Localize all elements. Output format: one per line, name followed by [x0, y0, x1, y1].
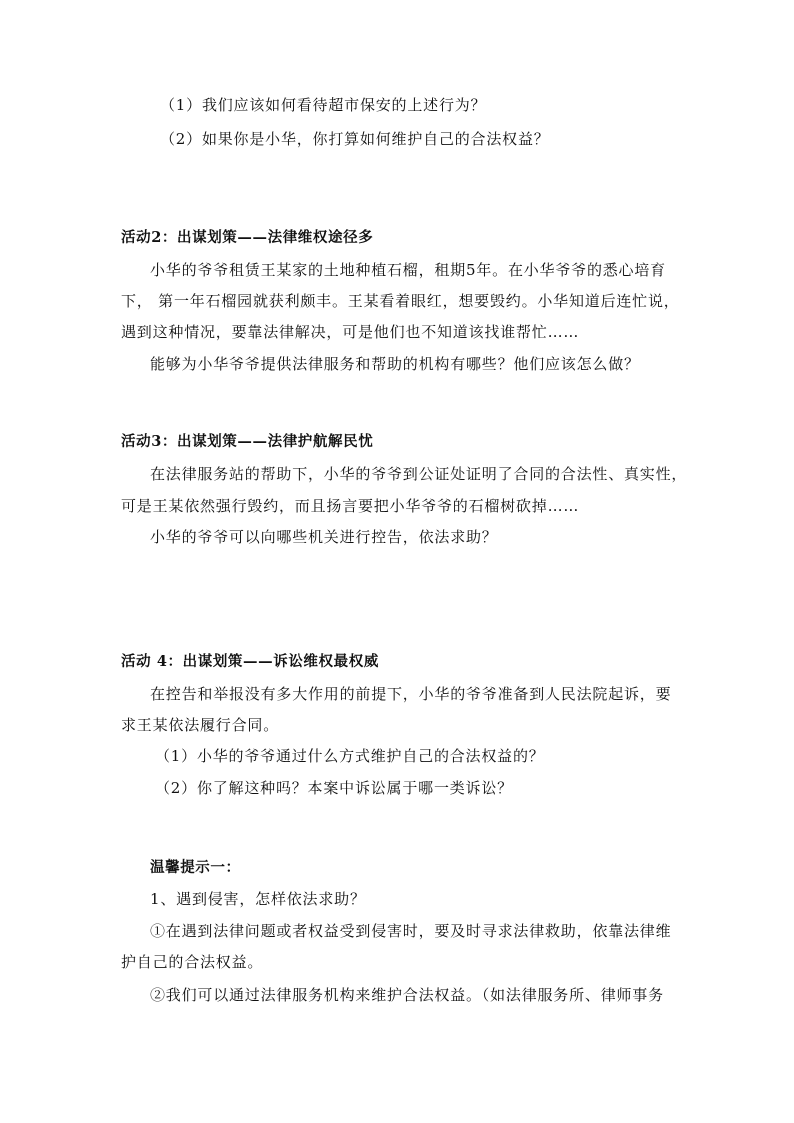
tip-item-2-line-2: 护自己的合法权益。	[121, 953, 264, 971]
activity-2-paragraph-line-2: 下， 第一年石榴园就获利颇丰。王某看着眼红，想要毁约。小华知道后连忙说，	[121, 292, 680, 310]
activity-4-question-1: （1）小华的爷爷通过什么方式维护自己的合法权益的？	[155, 747, 545, 765]
activity-4-question-2: （2）你了解这种吗？本案中诉讼属于哪一类诉讼？	[155, 779, 513, 797]
activity-3-heading: 活动3：出谋划策——法律护航解民忧	[121, 433, 374, 450]
tip-item-1: 1、遇到侵害，怎样依法求助？	[150, 890, 366, 908]
activity-2-paragraph-line-3: 遇到这种情况，要靠法律解决，可是他们也不知道该找谁帮忙……	[121, 323, 580, 341]
tip-item-3: ②我们可以通过法律服务机构来维护合法权益。（如法律服务所、律师事务	[150, 986, 664, 1004]
tip-heading: 温馨提示一：	[150, 859, 241, 876]
question-2: （2）如果你是小华，你打算如何维护自己的合法权益？	[160, 130, 550, 148]
activity-3-paragraph-line-1: 在法律服务站的帮助下，小华的爷爷到公证处证明了合同的合法性、真实性，	[150, 465, 688, 483]
question-1: （1）我们应该如何看待超市保安的上述行为？	[160, 96, 487, 114]
activity-3-question: 小华的爷爷可以向哪些机关进行控告，依法求助？	[150, 528, 498, 546]
activity-2-paragraph-line-1: 小华的爷爷租赁王某家的土地种植石榴，租期5年。在小华爷爷的悉心培育	[150, 261, 666, 279]
activity-4-paragraph-line-1: 在控告和举报没有多大作用的前提下，小华的爷爷准备到人民法院起诉，要	[150, 685, 672, 703]
activity-4-heading: 活动 4：出谋划策——诉讼维权最权威	[121, 653, 379, 670]
activity-2-heading: 活动2：出谋划策——法律维权途径多	[121, 229, 374, 246]
tip-item-2-line-1: ①在遇到法律问题或者权益受到侵害时，要及时寻求法律救助，依靠法律维	[150, 922, 672, 940]
activity-4-paragraph-line-2: 求王某依法履行合同。	[121, 716, 280, 734]
activity-2-question: 能够为小华爷爷提供法律服务和帮助的机构有哪些？他们应该怎么做？	[150, 355, 640, 373]
activity-3-paragraph-line-2: 可是王某依然强行毁约，而且扬言要把小华爷爷的石榴树砍掉……	[121, 497, 580, 515]
